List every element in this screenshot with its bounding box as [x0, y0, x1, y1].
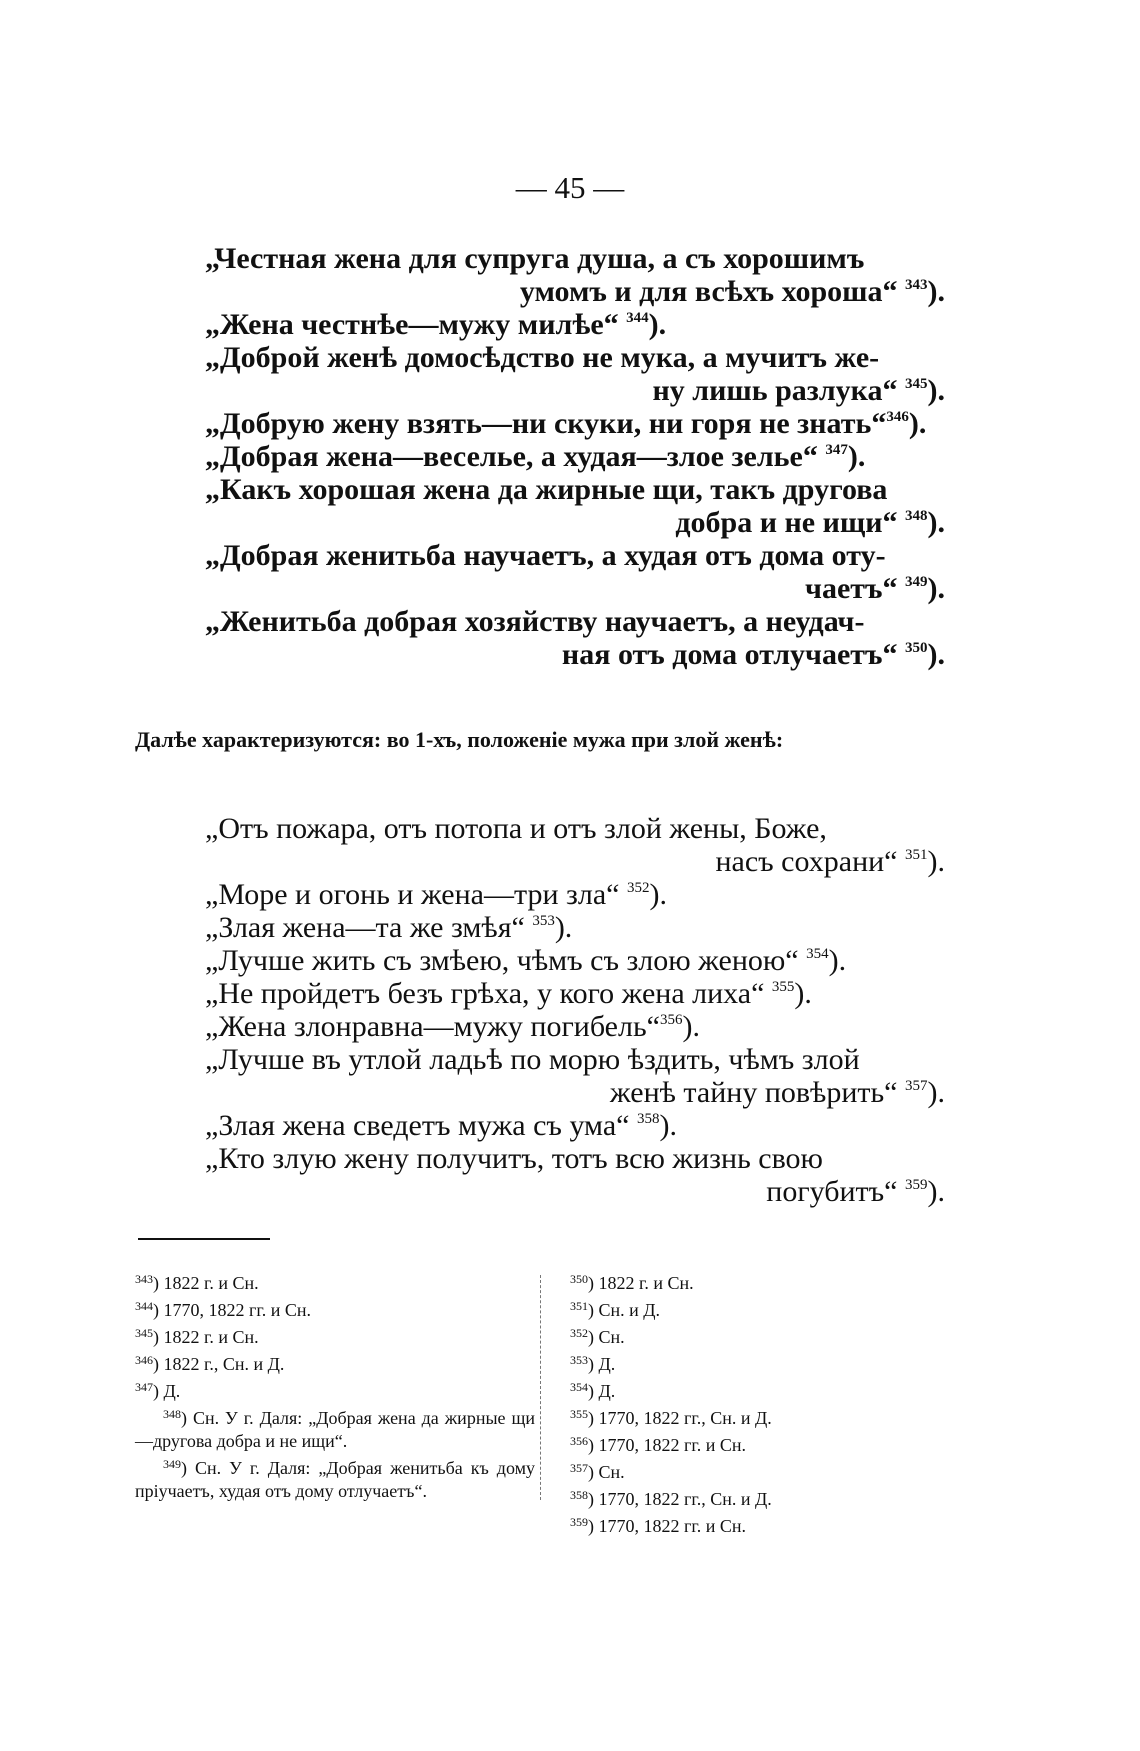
- footnote-ref: 359: [905, 1177, 928, 1193]
- footnote-number: 347: [135, 1380, 153, 1394]
- proverb-line-continued: [205, 1175, 945, 1208]
- proverb-text: „Злая жена—та же змѣя“: [205, 911, 533, 944]
- footnote-ref: 345: [905, 376, 928, 392]
- proverb-line: [205, 878, 945, 911]
- proverb: [205, 473, 945, 539]
- proverb-text: „Доброй женѣ домосѣдство не мука, а мучитъ же-: [205, 341, 880, 374]
- proverb: [205, 1010, 945, 1043]
- proverb: [205, 341, 945, 407]
- footnote-ref: 357: [905, 1078, 928, 1094]
- proverb: [205, 1043, 945, 1109]
- proverb-line: [205, 605, 945, 638]
- footnote-text: ) Сн. У г. Даля: „Добрая жена да жирные щи—другова добра и не ищи“.: [135, 1408, 535, 1451]
- footnote-ref: 344: [626, 310, 649, 326]
- footnote-number: 357: [570, 1461, 588, 1475]
- proverb-line: [205, 308, 945, 341]
- proverb-text: насъ сохрани“: [715, 845, 905, 878]
- footnote-number: 348: [163, 1407, 181, 1421]
- proverb-line: [205, 440, 945, 473]
- proverb-line: [205, 812, 945, 845]
- footnote-number: 358: [570, 1488, 588, 1502]
- proverb-text: „Море и огонь и жена—три зла“: [205, 878, 627, 911]
- footnote: [135, 1349, 535, 1376]
- footnote-number: 356: [570, 1434, 588, 1448]
- footnote-ref: 348: [905, 508, 928, 524]
- proverb-line-continued: [205, 638, 945, 671]
- proverb-text: „Злая жена сведетъ мужа съ ума“: [205, 1109, 637, 1142]
- footnote: [135, 1376, 535, 1403]
- proverb-text: „Добрую жену взять—ни скуки, ни горя не знать“: [205, 407, 887, 440]
- proverb-line: [205, 539, 945, 572]
- footnote-number: 345: [135, 1326, 153, 1340]
- footnote-text: ) Сн. и Д.: [588, 1300, 661, 1320]
- proverb-text: чаетъ“: [805, 572, 905, 605]
- footnote-text: ) 1822 г. и Сн.: [153, 1273, 259, 1293]
- footnote-text: ) 1770, 1822 гг., Сн. и Д.: [588, 1408, 772, 1428]
- footnote-ref: 353: [532, 913, 555, 929]
- proverb-line: [205, 1142, 945, 1175]
- footnote-text: ) 1822 г. и Сн.: [153, 1327, 259, 1347]
- footnote-column-divider: [540, 1275, 541, 1500]
- proverb-line: [205, 341, 945, 374]
- proverb-line-continued: [205, 275, 945, 308]
- page-number: — 45 —: [515, 170, 625, 205]
- footnote: [570, 1268, 930, 1295]
- proverb: [205, 539, 945, 605]
- footnote-ref: 354: [806, 946, 829, 962]
- footnote-ref-close: ).: [927, 572, 945, 605]
- footnote-ref-close: ).: [649, 878, 667, 911]
- footnote-ref-close: ).: [682, 1010, 700, 1043]
- proverb-text: умомъ и для всѣхъ хороша“: [519, 275, 905, 308]
- footnote-ref-close: ).: [927, 275, 945, 308]
- footnote-ref-close: ).: [554, 911, 573, 944]
- proverb-line: [205, 407, 945, 440]
- footnote-number: 350: [570, 1272, 588, 1286]
- footnote-number: 351: [570, 1299, 588, 1313]
- footnote-number: 346: [135, 1353, 153, 1367]
- footnote-ref-close: ).: [927, 1175, 945, 1208]
- proverb: [205, 1109, 945, 1142]
- footnote: [135, 1268, 535, 1295]
- proverb-line-continued: [205, 845, 945, 878]
- footnote: [570, 1403, 930, 1430]
- footnote-ref: 347: [825, 442, 848, 458]
- footnote-number: 355: [570, 1407, 588, 1421]
- footnote-ref-close: ).: [927, 638, 945, 671]
- footnote: [570, 1511, 930, 1538]
- footnote: [135, 1322, 535, 1349]
- proverb-line: [205, 977, 945, 1010]
- footnote-ref-close: ).: [828, 944, 847, 977]
- proverbs-section-1: [205, 242, 945, 671]
- footnote: [570, 1376, 930, 1403]
- proverb: [205, 308, 945, 341]
- proverb-text: „Жена злонравна—мужу погибель“: [205, 1010, 660, 1043]
- footnote-text: ) Д.: [588, 1354, 616, 1374]
- proverb-text: погубитъ“: [766, 1175, 905, 1208]
- proverb-text: „Кто злую жену получитъ, тотъ всю жизнь свою: [205, 1142, 823, 1175]
- footnote: [570, 1430, 930, 1457]
- proverb-text: „Отъ пожара, отъ потопа и отъ злой жены, Боже,: [205, 812, 827, 845]
- proverb-text: ну лишь разлука“: [652, 374, 905, 407]
- proverb-text: „Женитьба добрая хозяйству научаетъ, а неудач-: [205, 605, 865, 638]
- footnote-text: ) 1822 г., Сн. и Д.: [153, 1354, 285, 1374]
- proverb: [205, 440, 945, 473]
- proverb-text: „Добрая жена—веселье, а худая—злое зелье“: [205, 440, 826, 473]
- footnote-number: 354: [570, 1380, 588, 1394]
- footnote-ref: 350: [905, 640, 928, 656]
- footnote-ref-close: ).: [908, 407, 927, 440]
- footnote: [570, 1457, 930, 1484]
- proverb: [205, 1142, 945, 1208]
- footnote: [570, 1484, 930, 1511]
- footnote-text: ) Сн. У г. Даля: „Добрая женитьба къ дому пріучаетъ, худая отъ дому отлучаетъ“.: [135, 1458, 535, 1501]
- proverb: [205, 242, 945, 308]
- proverb: [205, 407, 945, 440]
- proverb-line-continued: [205, 572, 945, 605]
- footnote-text: ) Д.: [153, 1381, 181, 1401]
- footnote-number: 344: [135, 1299, 153, 1313]
- proverb-line-continued: [205, 506, 945, 539]
- proverb-text: „Честная жена для супруга душа, а съ хорошимъ: [205, 242, 865, 275]
- proverb-line: [205, 1043, 945, 1076]
- footnote-ref-close: ).: [927, 374, 945, 407]
- proverb-text: женѣ тайну повѣрить“: [609, 1076, 905, 1109]
- proverb-text: „Лучше жить съ змѣею, чѣмъ съ злою женою“: [205, 944, 807, 977]
- footnote-ref-close: ).: [794, 977, 812, 1010]
- footnote-ref: 355: [771, 979, 795, 995]
- footnote: [570, 1322, 930, 1349]
- footnote-number: 359: [570, 1515, 588, 1529]
- footnote-ref: 346: [886, 409, 909, 425]
- proverb-line: [205, 473, 945, 506]
- footnote-ref-close: ).: [927, 1076, 945, 1109]
- proverb-line: [205, 1109, 945, 1142]
- footnote-ref: 352: [626, 880, 650, 896]
- footnote: [570, 1349, 930, 1376]
- footnote-ref-close: ).: [648, 308, 667, 341]
- footnote-text: ) Сн.: [588, 1327, 625, 1347]
- proverb-line: [205, 1010, 945, 1043]
- footnote-text: ) 1770, 1822 гг. и Сн.: [588, 1435, 747, 1455]
- proverb-text: добра и не ищи“: [675, 506, 905, 539]
- footnote-ref-close: ).: [659, 1109, 677, 1142]
- proverb: [205, 944, 945, 977]
- proverb: [205, 977, 945, 1010]
- proverbs-section-2: [205, 812, 945, 1208]
- proverb-line: [205, 911, 945, 944]
- footnote-number: 349: [163, 1457, 181, 1471]
- footnote-text: ) 1770, 1822 гг. и Сн.: [153, 1300, 312, 1320]
- footnote: [135, 1453, 535, 1503]
- proverb-line: [205, 242, 945, 275]
- proverb-text: „Лучше въ утлой ладьѣ по морю ѣздить, чѣмъ злой: [205, 1043, 860, 1076]
- footnote-ref-close: ).: [927, 506, 945, 539]
- proverb-line-continued: [205, 1076, 945, 1109]
- footnote-number: 352: [570, 1326, 588, 1340]
- proverb-line-continued: [205, 374, 945, 407]
- footnote-text: ) 1822 г. и Сн.: [588, 1273, 694, 1293]
- footnote-ref: 358: [636, 1111, 660, 1127]
- footnote-rule: [138, 1238, 270, 1240]
- footnote-text: ) Д.: [588, 1381, 616, 1401]
- section-paragraph: Далѣе характеризуются: во 1-хъ, положеніе мужа при злой женѣ:: [135, 727, 784, 752]
- footnote-number: 353: [570, 1353, 588, 1367]
- footnote-ref-close: ).: [847, 440, 866, 473]
- footnote: [570, 1295, 930, 1322]
- footnote-text: ) 1770, 1822 гг., Сн. и Д.: [588, 1489, 772, 1509]
- footnote-text: ) 1770, 1822 гг. и Сн.: [588, 1516, 747, 1536]
- footnote-ref: 349: [905, 574, 928, 590]
- proverb: [205, 878, 945, 911]
- footnote-text: ) Сн.: [588, 1462, 625, 1482]
- footnote-ref: 343: [905, 277, 928, 293]
- proverb-text: „Жена честнѣе—мужу милѣе“: [205, 308, 627, 341]
- footnotes-left-column: [135, 1268, 535, 1503]
- proverb-line: [205, 944, 945, 977]
- proverb-text: „Какъ хорошая жена да жирные щи, такъ другова: [205, 473, 888, 506]
- proverb: [205, 605, 945, 671]
- proverb-text: ная отъ дома отлучаетъ“: [561, 638, 905, 671]
- proverb: [205, 812, 945, 878]
- footnote-ref: 351: [905, 847, 928, 863]
- footnote: [135, 1295, 535, 1322]
- proverb-text: „Добрая женитьба научаетъ, а худая отъ дома оту-: [205, 539, 886, 572]
- footnote-ref: 356: [659, 1012, 683, 1028]
- proverb-text: „Не пройдетъ безъ грѣха, у кого жена лиха“: [205, 977, 772, 1010]
- footnote: [135, 1403, 535, 1453]
- footnote-number: 343: [135, 1272, 153, 1286]
- footnotes-right-column: [570, 1268, 930, 1538]
- footnote-ref-close: ).: [927, 845, 945, 878]
- proverb: [205, 911, 945, 944]
